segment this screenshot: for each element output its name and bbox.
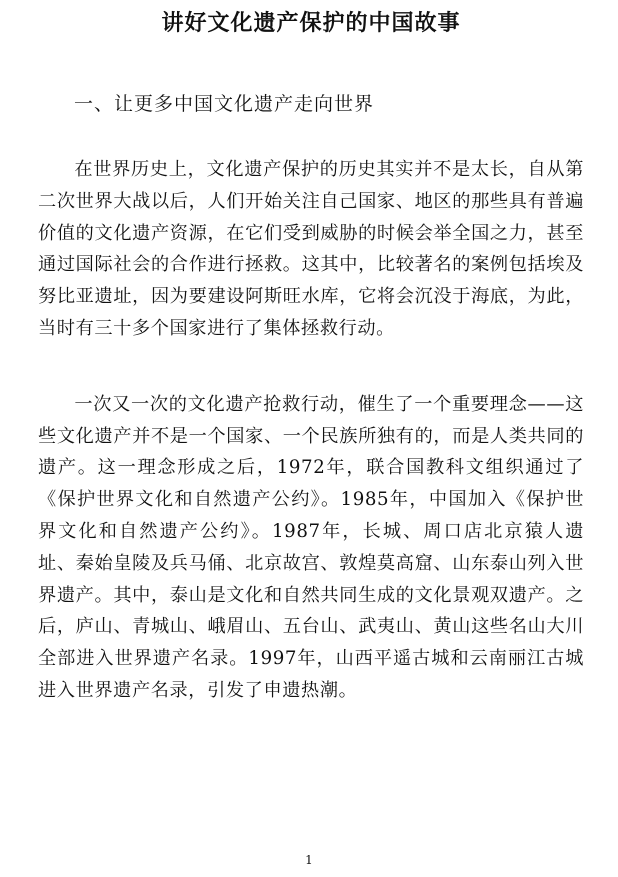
page-number: 1 [305,853,313,867]
paragraph-2: 一次又一次的文化遗产抢救行动，催生了一个重要理念——这些文化遗产并不是一个国家、一个民族所独有的，而是人类共同的遗产。这一理念形成之后，1972年，联合国教科文组织通过了《保护世界文化和自然遗产公约》。1985年，中国加入《保护世界文化和自然遗产公约》。1987年，长城、周口店北京猿人遗址、秦始皇陵及兵马俑、北京故宫、敦煌莫高窟、山东泰山列入世界遗产。其中，泰山是文化和自然共同生成的文化景观双遗产。之后，庐山、青城山、峨眉山、五台山、武夷山、黄山这些名山大川全部进入世界遗产名录。1997年，山西平遥古城和云南丽江古城进入世界遗产名录，引发了申遗热潮。 [38,393,584,701]
section-heading: 一、让更多中国文化遗产走向世界 [74,93,375,115]
paragraph-1: 在世界历史上，文化遗产保护的历史其实并不是太长，自从第二次世界大战以后，人们开始关注自己国家、地区的那些具有普遍价值的文化遗产资源，在它们受到威胁的时候会举全国之力，甚至通过国际社会的合作进行拯救。这其中，比较著名的案例包括埃及努比亚遗址，因为要建设阿斯旺水库，它将会沉没于海底，为此，当时有三十多个国家进行了集体拯救行动。 [38,159,584,339]
document-page [0,6,618,877]
document-title: 讲好文化遗产保护的中国故事 [161,10,461,36]
